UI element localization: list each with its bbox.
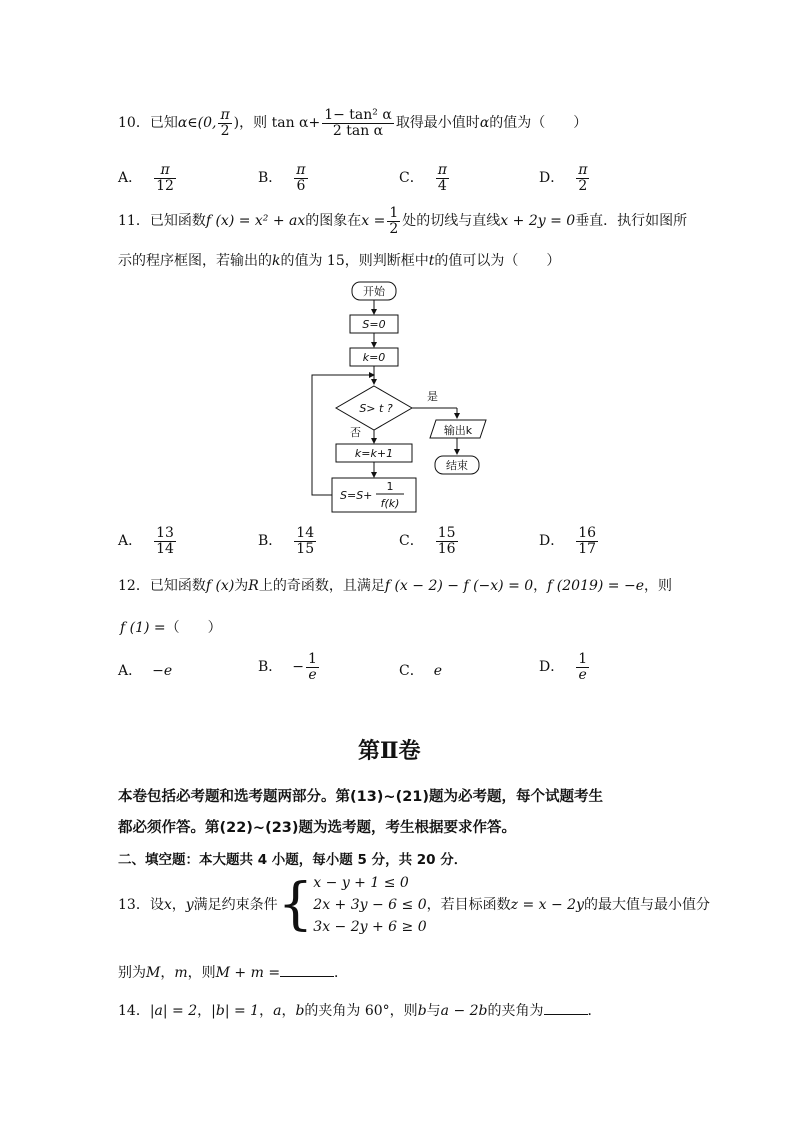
q10-number: 10． (118, 115, 150, 132)
question-10: 10．已知α∈(0, $\frac{\pi}{2}$ )，则 tan α+ $\frac{\text{1− tan² α}}{\text{2 tan α}}$ 取得最小值时α的值为（ ） (118, 107, 588, 139)
fill-in-header: 二、填空题：本大题共 4 小题，每小题 5 分，共 20 分． (118, 852, 468, 868)
flow-s-update-numerator: 1 (386, 480, 394, 493)
constraint-brace: { (277, 872, 314, 937)
q10-cond-fraction: $\frac{\pi}{2}$ (220, 107, 230, 139)
flow-no-label: 否 (350, 426, 361, 439)
question-14: 14．|a| = 2，|b| = 1，a，b的夹角为 60°，则b与a − 2b的夹角为 ． (118, 1000, 602, 1020)
q11-half-fraction: $\frac{1}{2}$ (389, 205, 399, 237)
q10-condition: α∈(0, (177, 115, 217, 132)
q10-option-d: D． $\frac{\pi}{2}$ (539, 162, 588, 194)
question-11-line2: 示的程序框图，若输出的k的值为 15，则判断框中t的值可以为（ ） (118, 253, 561, 269)
section-intro-line1: 本卷包括必考题和选考题两部分。第(13)~(21)题为必考题，每个试题考生 (118, 789, 604, 805)
section-title: 第Ⅱ卷 (358, 738, 421, 764)
question-13-line2: 别为M，m，则M + m = ． (118, 962, 348, 982)
question-12-line2: f (1) =（ ） (120, 620, 222, 636)
q10-expr-lead: ，则 tan α+ (239, 115, 321, 132)
q10-expr-fraction: $\frac{\text{1− tan² α}}{\text{2 tan α}}$ (324, 107, 392, 139)
q13-answer-blank[interactable] (280, 962, 334, 977)
q11-option-b: B． $\frac{14}{15}$ (258, 525, 315, 557)
q12-option-c: C． e (399, 663, 443, 679)
q11-option-d: D． $\frac{16}{17}$ (539, 525, 597, 557)
q11-option-a: A． $\frac{13}{14}$ (118, 525, 174, 557)
q12-option-b: B． − $\frac{1}{e}$ (258, 651, 317, 683)
q11-option-c: C． $\frac{15}{16}$ (399, 525, 456, 557)
q10-option-a: A． $\frac{\pi}{12}$ (118, 162, 174, 194)
q12-option-a: A． −e (118, 663, 173, 679)
flow-yes-label: 是 (427, 390, 438, 403)
flow-s-update-label: S=S+ (340, 489, 373, 502)
question-13-line1: 13．设x，y满足约束条件{ x − y + 1 ≤ 0 2x + 3y − 6 ≤ 0 3x − 2y + 6 ≥ 0 ，若目标函数z = x − 2y的最大值与最小值分 (118, 872, 710, 937)
flow-s-init-label: S=0 (362, 318, 386, 331)
question-11-line1: 11．已知函数f (x) = x² + ax的图象在x = $\frac{1}{2}$ 处的切线与直线x + 2y = 0垂直．执行如图所 (118, 205, 688, 237)
flow-end-label: 结束 (446, 459, 468, 472)
q10-option-b: B． $\frac{\pi}{6}$ (258, 162, 306, 194)
section-intro-line2: 都必须作答。第(22)~(23)题为选考题，考生根据要求作答。 (118, 820, 517, 836)
q10-text: 已知 (149, 115, 178, 132)
flow-k-increment-label: k=k+1 (354, 447, 394, 460)
flow-k-init-label: k=0 (362, 351, 386, 364)
q14-answer-blank[interactable] (544, 1000, 588, 1015)
flow-condition-label: S> t ? (359, 402, 393, 415)
q11-function: f (x) = x² + ax (205, 213, 306, 230)
q12-option-d: D． $\frac{1}{e}$ (539, 651, 588, 683)
flow-s-update-denominator: f(k) (380, 497, 400, 510)
q10-option-c: C． $\frac{\pi}{4}$ (399, 162, 447, 194)
flowchart (300, 278, 510, 518)
question-12-line1: 12．已知函数f (x)为R上的奇函数，且满足f (x − 2) − f (−x) = 0，f (2019) = −e，则 (118, 578, 673, 594)
flow-output-label: 输出k (443, 424, 473, 437)
constraint-system: x − y + 1 ≤ 0 2x + 3y − 6 ≤ 0 3x − 2y + 6 ≥ 0 (313, 875, 427, 935)
flow-start-label: 开始 (363, 285, 385, 298)
